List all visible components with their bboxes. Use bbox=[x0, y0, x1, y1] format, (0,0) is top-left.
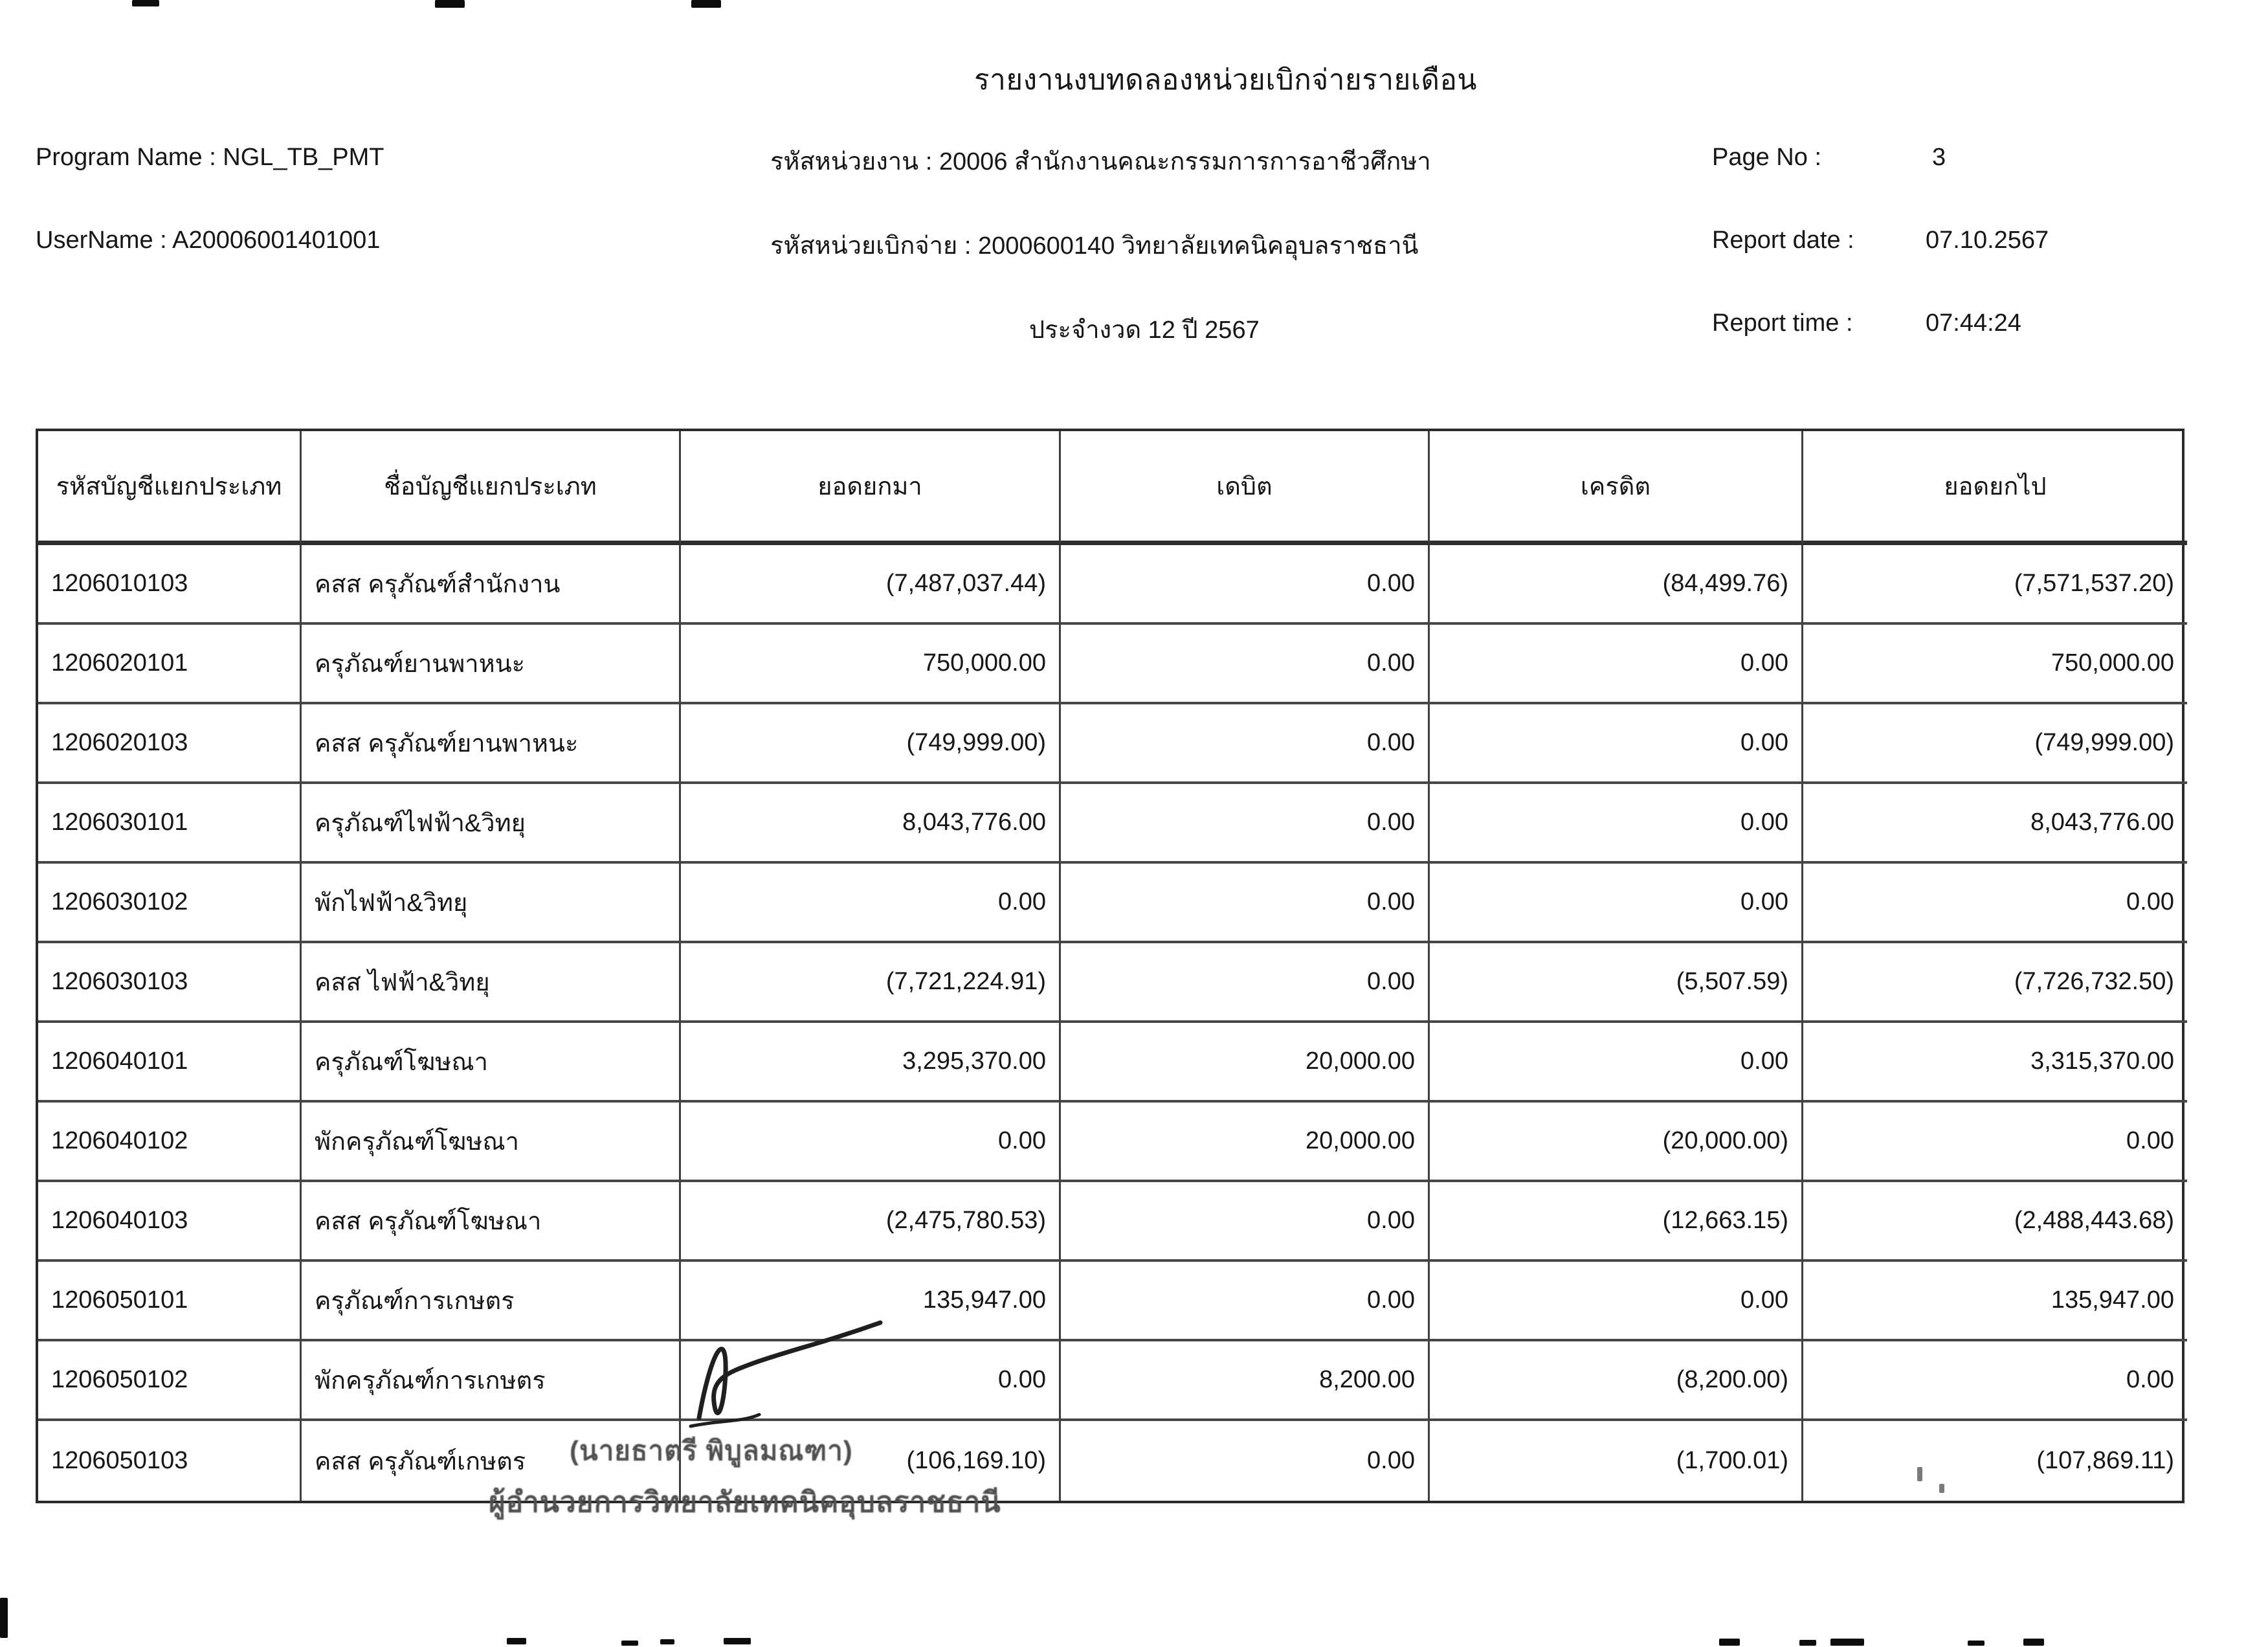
account-code-cell: 1206030103 bbox=[38, 943, 302, 1023]
agency-code-line: รหัสหน่วยงาน : 20006 สำนักงานคณะกรรมการการอาชีวศึกษา bbox=[770, 148, 1431, 175]
amount-cell: 135,947.00 bbox=[681, 1262, 1061, 1341]
scan-artifact bbox=[132, 0, 159, 6]
amount-cell: 0.00 bbox=[681, 864, 1061, 943]
account-name-cell: พักครุภัณฑ์การเกษตร bbox=[302, 1341, 681, 1421]
amount-cell: 0.00 bbox=[1430, 1023, 1803, 1103]
signature-mark bbox=[683, 1311, 896, 1434]
report-time-label: Report time : bbox=[1712, 309, 1853, 337]
amount-cell: 0.00 bbox=[1061, 943, 1430, 1023]
report-date-value: 07.10.2567 bbox=[1926, 227, 2049, 254]
scan-artifact bbox=[1830, 1639, 1864, 1646]
column-header-closing-balance: ยอดยกไป bbox=[1803, 431, 2187, 545]
account-code-cell: 1206020103 bbox=[38, 704, 302, 784]
amount-cell: (7,726,732.50) bbox=[1803, 943, 2187, 1023]
scan-artifact bbox=[507, 1638, 526, 1644]
account-name-cell: คสส ครุภัณฑ์สำนักงาน bbox=[302, 545, 681, 625]
amount-cell: (107,869.11) bbox=[2036, 1447, 2174, 1474]
amount-cell: (8,200.00) bbox=[1430, 1341, 1803, 1421]
amount-cell: 0.00 bbox=[1803, 864, 2187, 943]
scan-artifact bbox=[2023, 1639, 2044, 1646]
account-name-cell: ครุภัณฑ์ไฟฟ้า&วิทยุ bbox=[302, 784, 681, 864]
period-line: ประจำงวด 12 ปี 2567 bbox=[1029, 317, 1260, 344]
amount-cell: (749,999.00) bbox=[681, 704, 1061, 784]
amount-cell: (749,999.00) bbox=[1803, 704, 2187, 784]
amount-cell: 0.00 bbox=[1430, 704, 1803, 784]
amount-cell: 750,000.00 bbox=[681, 625, 1061, 704]
report-date-label: Report date : bbox=[1712, 227, 1854, 254]
page-no-value: 3 bbox=[1932, 144, 1946, 171]
amount-cell: (1,700.01) bbox=[1430, 1421, 1803, 1501]
scan-artifact bbox=[621, 1641, 638, 1646]
scan-artifact bbox=[1799, 1640, 1816, 1646]
amount-cell: (20,000.00) bbox=[1430, 1103, 1803, 1182]
scan-artifact bbox=[691, 0, 721, 8]
trial-balance-table bbox=[36, 429, 2185, 1503]
amount-cell: 135,947.00 bbox=[1803, 1262, 2187, 1341]
report-time-value: 07:44:24 bbox=[1926, 309, 2021, 337]
amount-cell: (106,169.10) bbox=[681, 1421, 1061, 1501]
account-code-cell: 1206050101 bbox=[38, 1262, 302, 1341]
amount-cell: 0.00 bbox=[1061, 545, 1430, 625]
account-name-cell: คสส ครุภัณฑ์โฆษณา bbox=[302, 1182, 681, 1262]
amount-cell: (12,663.15) bbox=[1430, 1182, 1803, 1262]
amount-cell: 20,000.00 bbox=[1061, 1103, 1430, 1182]
account-name-cell: ครุภัณฑ์ยานพาหนะ bbox=[302, 625, 681, 704]
amount-cell: (7,721,224.91) bbox=[681, 943, 1061, 1023]
scan-artifact bbox=[435, 0, 465, 8]
column-header-debit: เดบิต bbox=[1061, 431, 1430, 545]
amount-cell: (84,499.76) bbox=[1430, 545, 1803, 625]
amount-cell: (7,571,537.20) bbox=[1803, 545, 2187, 625]
account-name-cell: ครุภัณฑ์โฆษณา bbox=[302, 1023, 681, 1103]
username-line: UserName : A20006001401001 bbox=[36, 227, 381, 254]
page-no-label: Page No : bbox=[1712, 144, 1821, 171]
column-header-account-name: ชื่อบัญชีแยกประเภท bbox=[302, 431, 681, 545]
amount-cell: 20,000.00 bbox=[1061, 1023, 1430, 1103]
account-code-cell: 1206040101 bbox=[38, 1023, 302, 1103]
amount-cell: (2,488,443.68) bbox=[1803, 1182, 2187, 1262]
scan-artifact bbox=[1968, 1641, 1984, 1646]
page-title: รายงานงบทดลองหน่วยเบิกจ่ายรายเดือน bbox=[974, 64, 1477, 96]
account-name-cell: พักครุภัณฑ์โฆษณา bbox=[302, 1103, 681, 1182]
amount-cell: 0.00 bbox=[1061, 1262, 1430, 1341]
account-name-cell: ครุภัณฑ์การเกษตร bbox=[302, 1262, 681, 1341]
account-code-cell: 1206030102 bbox=[38, 864, 302, 943]
amount-cell: 3,315,370.00 bbox=[1803, 1023, 2187, 1103]
amount-cell: 0.00 bbox=[1061, 704, 1430, 784]
account-code-cell: 1206020101 bbox=[38, 625, 302, 704]
amount-cell: (2,475,780.53) bbox=[681, 1182, 1061, 1262]
account-name-cell: พักไฟฟ้า&วิทยุ bbox=[302, 864, 681, 943]
amount-cell: 0.00 bbox=[1061, 864, 1430, 943]
column-header-opening-balance: ยอดยกมา bbox=[681, 431, 1061, 545]
account-name-cell: คสส ครุภัณฑ์เกษตร bbox=[302, 1421, 681, 1501]
signatory-name-stamp: (นายธาตรี พิบูลมณฑา) bbox=[570, 1435, 853, 1466]
account-code-cell: 1206050102 bbox=[38, 1341, 302, 1421]
scan-artifact bbox=[1939, 1484, 1944, 1493]
account-code-cell: 1206040103 bbox=[38, 1182, 302, 1262]
account-code-cell: 1206040102 bbox=[38, 1103, 302, 1182]
column-header-credit: เครดิต bbox=[1430, 431, 1803, 545]
amount-cell: 8,043,776.00 bbox=[681, 784, 1061, 864]
column-header-account-code: รหัสบัญชีแยกประเภท bbox=[38, 431, 302, 545]
amount-cell: 0.00 bbox=[1430, 864, 1803, 943]
scan-artifact bbox=[1917, 1467, 1922, 1481]
program-name-line: Program Name : NGL_TB_PMT bbox=[36, 144, 384, 171]
disbursement-unit-line: รหัสหน่วยเบิกจ่าย : 2000600140 วิทยาลัยเทคนิคอุบลราชธานี bbox=[770, 232, 1419, 260]
account-name-cell: คสส ไฟฟ้า&วิทยุ bbox=[302, 943, 681, 1023]
scan-artifact bbox=[0, 1598, 8, 1638]
account-name-cell: คสส ครุภัณฑ์ยานพาหนะ bbox=[302, 704, 681, 784]
amount-cell: (5,507.59) bbox=[1430, 943, 1803, 1023]
amount-cell: 0.00 bbox=[681, 1103, 1061, 1182]
scan-artifact bbox=[660, 1639, 674, 1644]
amount-cell: 8,043,776.00 bbox=[1803, 784, 2187, 864]
scan-artifact bbox=[724, 1638, 751, 1644]
amount-cell: 0.00 bbox=[1061, 1182, 1430, 1262]
amount-cell: 0.00 bbox=[1430, 625, 1803, 704]
amount-cell: 3,295,370.00 bbox=[681, 1023, 1061, 1103]
scan-artifact bbox=[1719, 1639, 1740, 1646]
amount-cell: 0.00 bbox=[1430, 1262, 1803, 1341]
amount-cell: 0.00 bbox=[681, 1341, 1061, 1421]
amount-cell: 0.00 bbox=[1803, 1103, 2187, 1182]
amount-cell: 0.00 bbox=[1061, 625, 1430, 704]
amount-cell: (7,487,037.44) bbox=[681, 545, 1061, 625]
amount-cell: 0.00 bbox=[1061, 784, 1430, 864]
signatory-position-stamp: ผู้อำนวยการวิทยาลัยเทคนิคอุบลราชธานี bbox=[489, 1486, 1001, 1518]
amount-cell: 0.00 bbox=[1430, 784, 1803, 864]
amount-cell: 0.00 bbox=[1803, 1341, 2187, 1421]
account-code-cell: 1206010103 bbox=[38, 545, 302, 625]
amount-cell: 750,000.00 bbox=[1803, 625, 2187, 704]
account-code-cell: 1206030101 bbox=[38, 784, 302, 864]
amount-cell: 0.00 bbox=[1061, 1421, 1430, 1501]
account-code-cell: 1206050103 bbox=[38, 1421, 302, 1501]
amount-cell: 8,200.00 bbox=[1061, 1341, 1430, 1421]
